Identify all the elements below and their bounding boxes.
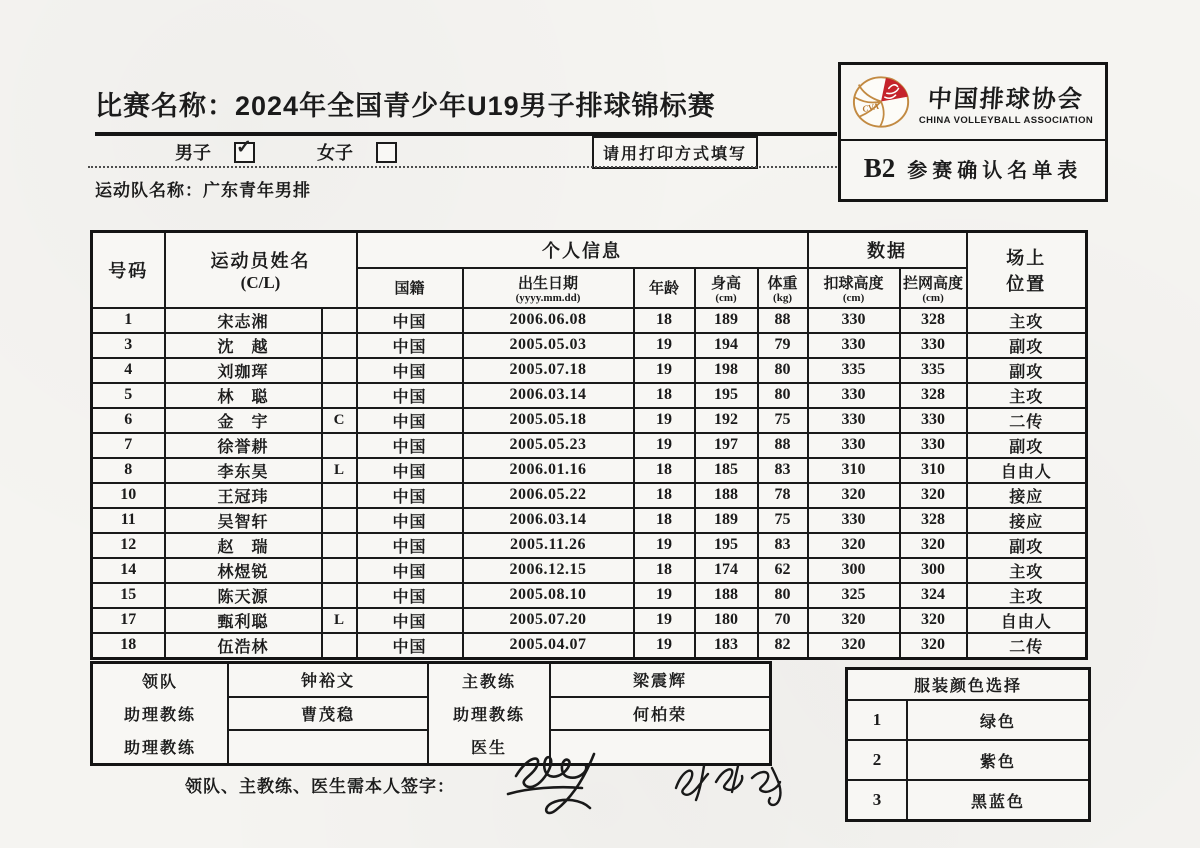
player-block-height: 324 [900, 583, 967, 608]
gender-row [175, 136, 397, 165]
player-nationality: 中国 [357, 433, 463, 458]
player-name: 吴智轩 [165, 508, 322, 533]
player-position: 副攻 [967, 333, 1087, 358]
player-position: 副攻 [967, 533, 1087, 558]
player-height: 195 [695, 383, 758, 408]
staff-person-name [229, 731, 427, 763]
volleyball-logo-icon [851, 74, 913, 130]
association-form-box [838, 62, 1108, 202]
staff-person-name: 梁震辉 [551, 664, 769, 698]
form-code: B2 [863, 153, 896, 183]
table-row [92, 408, 1087, 433]
table-row [92, 433, 1087, 458]
female-label: 女子 [317, 143, 353, 163]
player-weight: 80 [758, 358, 808, 383]
player-birth-date: 2006.06.08 [463, 308, 634, 333]
player-number: 8 [92, 458, 165, 483]
player-number: 15 [92, 583, 165, 608]
player-height: 195 [695, 533, 758, 558]
player-spike-height: 320 [808, 483, 900, 508]
player-name: 林煜锐 [165, 558, 322, 583]
table-row [92, 383, 1087, 408]
player-age: 18 [634, 483, 695, 508]
player-spike-height: 310 [808, 458, 900, 483]
male-label: 男子 [175, 143, 211, 163]
staff-person-name: 钟裕文 [229, 664, 427, 698]
player-height: 174 [695, 558, 758, 583]
player-spike-height: 330 [808, 408, 900, 433]
player-number: 5 [92, 383, 165, 408]
player-position: 主攻 [967, 558, 1087, 583]
handwritten-signature-2 [668, 758, 793, 810]
player-age: 19 [634, 608, 695, 633]
player-name: 李东昊 [165, 458, 322, 483]
col-header-height: 身高 (cm) [695, 268, 758, 308]
player-number: 17 [92, 608, 165, 633]
player-name: 陈天源 [165, 583, 322, 608]
player-weight: 79 [758, 333, 808, 358]
player-birth-date: 2005.05.18 [463, 408, 634, 433]
player-block-height: 320 [900, 483, 967, 508]
staff-labels-left [93, 664, 227, 763]
player-cl-mark [322, 508, 357, 533]
player-weight: 78 [758, 483, 808, 508]
player-spike-height: 335 [808, 358, 900, 383]
player-birth-date: 2005.11.26 [463, 533, 634, 558]
player-height: 185 [695, 458, 758, 483]
uniform-color-row [848, 779, 1088, 819]
player-name: 宋志湘 [165, 308, 322, 333]
player-cl-mark [322, 383, 357, 408]
player-weight: 80 [758, 383, 808, 408]
col-header-age: 年龄 [634, 268, 695, 308]
player-height: 197 [695, 433, 758, 458]
player-nationality: 中国 [357, 608, 463, 633]
player-number: 1 [92, 308, 165, 333]
player-weight: 70 [758, 608, 808, 633]
player-block-height: 320 [900, 633, 967, 659]
staff-role-label: 助理教练 [123, 740, 196, 757]
player-spike-height: 300 [808, 558, 900, 583]
staff-role-label: 主教练 [461, 674, 516, 691]
player-position: 二传 [967, 408, 1087, 433]
association-header [841, 65, 1105, 141]
player-birth-date: 2005.07.18 [463, 358, 634, 383]
player-name: 林 聪 [165, 383, 322, 408]
signature-instruction: 领队、主教练、医生需本人签字： [185, 777, 455, 796]
player-position: 自由人 [967, 458, 1087, 483]
table-row [92, 483, 1087, 508]
player-number: 10 [92, 483, 165, 508]
player-spike-height: 330 [808, 433, 900, 458]
player-age: 18 [634, 308, 695, 333]
player-position: 主攻 [967, 583, 1087, 608]
col-header-nationality: 国籍 [357, 268, 463, 308]
player-position: 二传 [967, 633, 1087, 659]
player-nationality: 中国 [357, 383, 463, 408]
player-birth-date: 2005.08.10 [463, 583, 634, 608]
player-weight: 88 [758, 433, 808, 458]
table-row [92, 583, 1087, 608]
player-cl-mark [322, 483, 357, 508]
player-position: 接应 [967, 508, 1087, 533]
player-age: 19 [634, 333, 695, 358]
roster-table [90, 230, 1088, 660]
player-nationality: 中国 [357, 483, 463, 508]
player-height: 188 [695, 583, 758, 608]
player-cl-mark [322, 358, 357, 383]
col-header-weight: 体重 (kg) [758, 268, 808, 308]
staff-table [90, 661, 772, 766]
player-spike-height: 325 [808, 583, 900, 608]
player-nationality: 中国 [357, 458, 463, 483]
player-age: 18 [634, 508, 695, 533]
player-nationality: 中国 [357, 533, 463, 558]
player-number: 3 [92, 333, 165, 358]
association-name-en: CHINA VOLLEYBALL ASSOCIATION [918, 114, 1094, 126]
player-birth-date: 2005.04.07 [463, 633, 634, 659]
table-row [92, 358, 1087, 383]
player-number: 7 [92, 433, 165, 458]
player-cl-mark [322, 558, 357, 583]
table-row [92, 508, 1087, 533]
col-header-spike-height: 扣球高度 (cm) [808, 268, 900, 308]
player-weight: 83 [758, 533, 808, 558]
staff-role-label: 医生 [470, 740, 507, 757]
player-nationality: 中国 [357, 508, 463, 533]
player-nationality: 中国 [357, 558, 463, 583]
player-name: 甄利聪 [165, 608, 322, 633]
player-cl-mark [322, 633, 357, 659]
print-notice-box: 请用打印方式填写 [592, 136, 758, 169]
uniform-color-row [848, 701, 1088, 739]
dotted-divider [88, 166, 837, 168]
player-name: 赵 瑞 [165, 533, 322, 558]
player-spike-height: 330 [808, 308, 900, 333]
team-name-line: 运动队名称：广东青年男排 [95, 181, 311, 200]
player-name: 沈 越 [165, 333, 322, 358]
player-weight: 75 [758, 408, 808, 433]
col-header-block-height: 拦网高度 (cm) [900, 268, 967, 308]
check-mark-icon: ✓ [236, 136, 252, 158]
player-block-height: 320 [900, 533, 967, 558]
player-height: 192 [695, 408, 758, 433]
player-birth-date: 2006.12.15 [463, 558, 634, 583]
handwritten-signature-1 [498, 748, 648, 826]
player-birth-date: 2006.03.14 [463, 383, 634, 408]
player-cl-mark [322, 433, 357, 458]
table-row [92, 308, 1087, 333]
uniform-choice-color: 黑蓝色 [970, 793, 1025, 811]
col-header-name: 运动员姓名 (C/L) [165, 232, 357, 308]
player-block-height: 310 [900, 458, 967, 483]
uniform-choice-number: 1 [848, 701, 908, 739]
player-cl-mark: L [322, 608, 357, 633]
player-position: 副攻 [967, 358, 1087, 383]
player-position: 副攻 [967, 433, 1087, 458]
player-weight: 80 [758, 583, 808, 608]
player-height: 180 [695, 608, 758, 633]
player-weight: 82 [758, 633, 808, 659]
uniform-choice-color: 绿色 [979, 713, 1016, 731]
player-age: 18 [634, 558, 695, 583]
player-height: 189 [695, 508, 758, 533]
player-number: 12 [92, 533, 165, 558]
player-block-height: 330 [900, 433, 967, 458]
player-number: 14 [92, 558, 165, 583]
player-nationality: 中国 [357, 583, 463, 608]
player-height: 183 [695, 633, 758, 659]
staff-person-name: 曹茂稳 [229, 698, 427, 732]
player-age: 19 [634, 358, 695, 383]
group-header-personal-info: 个人信息 [357, 232, 808, 268]
table-row [92, 533, 1087, 558]
player-birth-date: 2005.07.20 [463, 608, 634, 633]
form-title: 参赛确认名单表 [907, 160, 1083, 182]
player-block-height: 328 [900, 383, 967, 408]
player-number: 6 [92, 408, 165, 433]
staff-role-label: 领队 [141, 674, 178, 691]
player-age: 19 [634, 433, 695, 458]
player-cl-mark [322, 533, 357, 558]
uniform-choice-number: 3 [848, 781, 908, 819]
player-spike-height: 320 [808, 608, 900, 633]
player-spike-height: 330 [808, 508, 900, 533]
player-number: 18 [92, 633, 165, 659]
uniform-table-title: 服装颜色选择 [848, 670, 1088, 701]
player-age: 19 [634, 408, 695, 433]
association-name-cn: 中国排球协会 [926, 85, 1085, 113]
player-block-height: 335 [900, 358, 967, 383]
svg-text:CVA: CVA [861, 100, 880, 115]
player-block-height: 330 [900, 333, 967, 358]
player-birth-date: 2006.05.22 [463, 483, 634, 508]
player-spike-height: 320 [808, 633, 900, 659]
player-height: 188 [695, 483, 758, 508]
player-name: 徐誉耕 [165, 433, 322, 458]
col-header-birth-date: 出生日期 (yyyy.mm.dd) [463, 268, 634, 308]
table-row [92, 558, 1087, 583]
player-birth-date: 2006.03.14 [463, 508, 634, 533]
player-weight: 83 [758, 458, 808, 483]
player-spike-height: 330 [808, 383, 900, 408]
player-height: 194 [695, 333, 758, 358]
group-header-data: 数据 [808, 232, 967, 268]
player-block-height: 320 [900, 608, 967, 633]
player-weight: 88 [758, 308, 808, 333]
player-block-height: 300 [900, 558, 967, 583]
player-age: 19 [634, 633, 695, 659]
player-block-height: 328 [900, 508, 967, 533]
player-height: 198 [695, 358, 758, 383]
player-cl-mark: L [322, 458, 357, 483]
player-name: 刘珈珲 [165, 358, 322, 383]
player-birth-date: 2005.05.03 [463, 333, 634, 358]
player-birth-date: 2006.01.16 [463, 458, 634, 483]
player-cl-mark: C [322, 408, 357, 433]
player-weight: 75 [758, 508, 808, 533]
player-age: 19 [634, 533, 695, 558]
player-name: 王冠玮 [165, 483, 322, 508]
player-nationality: 中国 [357, 333, 463, 358]
table-row [92, 333, 1087, 358]
player-birth-date: 2005.05.23 [463, 433, 634, 458]
player-cl-mark [322, 333, 357, 358]
player-height: 189 [695, 308, 758, 333]
col-header-number: 号码 [92, 232, 165, 308]
checkbox-male-checked-icon [234, 136, 255, 163]
player-spike-height: 330 [808, 333, 900, 358]
player-nationality: 中国 [357, 633, 463, 659]
player-position: 接应 [967, 483, 1087, 508]
player-nationality: 中国 [357, 308, 463, 333]
player-block-height: 330 [900, 408, 967, 433]
col-header-position: 场上 位置 [967, 232, 1087, 308]
player-nationality: 中国 [357, 358, 463, 383]
table-row [92, 608, 1087, 633]
player-number: 11 [92, 508, 165, 533]
checkbox-female-empty-icon [376, 142, 397, 163]
staff-values-left [227, 664, 427, 763]
player-number: 4 [92, 358, 165, 383]
player-position: 主攻 [967, 308, 1087, 333]
player-age: 18 [634, 458, 695, 483]
uniform-choice-color: 紫色 [979, 753, 1016, 771]
staff-role-label: 助理教练 [123, 707, 196, 724]
player-cl-mark [322, 308, 357, 333]
player-position: 主攻 [967, 383, 1087, 408]
player-cl-mark [322, 583, 357, 608]
player-age: 19 [634, 583, 695, 608]
uniform-color-row [848, 739, 1088, 779]
player-position: 自由人 [967, 608, 1087, 633]
player-spike-height: 320 [808, 533, 900, 558]
player-block-height: 328 [900, 308, 967, 333]
staff-person-name: 何柏荣 [551, 698, 769, 732]
competition-title: 比赛名称：2024年全国青少年U19男子排球锦标赛 [95, 84, 837, 136]
player-age: 18 [634, 383, 695, 408]
player-name: 金 宇 [165, 408, 322, 433]
uniform-choice-number: 2 [848, 741, 908, 779]
uniform-color-table [845, 667, 1091, 822]
player-name: 伍浩林 [165, 633, 322, 659]
player-nationality: 中国 [357, 408, 463, 433]
player-weight: 62 [758, 558, 808, 583]
staff-role-label: 助理教练 [452, 707, 525, 724]
table-row [92, 633, 1087, 659]
table-row [92, 458, 1087, 483]
